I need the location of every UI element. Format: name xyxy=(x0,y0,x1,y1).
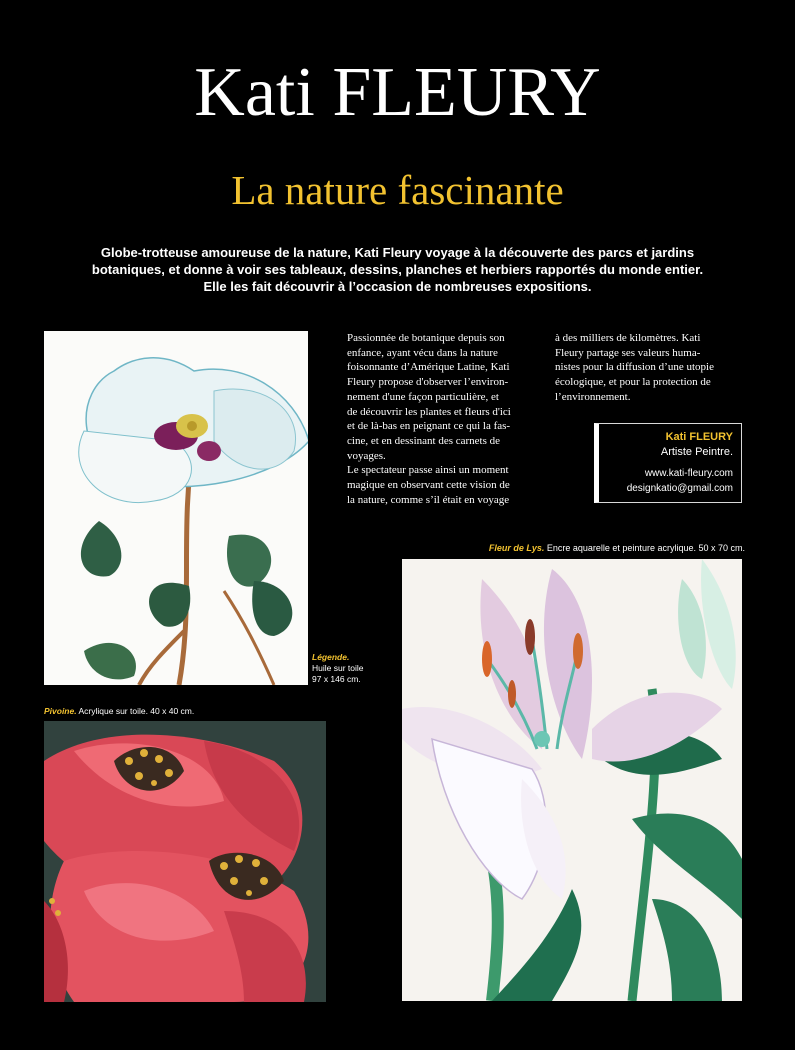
intro-paragraph xyxy=(70,244,725,295)
pivoine-caption-text: Acrylique sur toile. 40 x 40 cm. xyxy=(78,706,195,716)
article-line: à des milliers de kilomètres. Kati xyxy=(555,332,701,344)
article-line: Passionnée de botanique depuis son xyxy=(347,332,505,344)
lys-caption-title: Fleur de Lys. xyxy=(488,543,545,553)
legende-caption xyxy=(312,652,382,685)
lys-caption-text: Encre aquarelle et peinture acrylique. 50 x 70 cm. xyxy=(546,543,745,553)
article-line: Fleury propose d'observer l’environ- xyxy=(347,376,509,389)
article-column-2 xyxy=(555,331,743,405)
contact-card xyxy=(594,423,742,503)
article-line: foisonnante d’Amérique Latine, Kati xyxy=(347,361,510,374)
article-line: Le spectateur passe ainsi un moment xyxy=(347,464,509,477)
contact-name: Kati FLEURY xyxy=(665,431,733,443)
article-line: magique en observant cette vision de xyxy=(347,479,510,492)
article-line: de découvrir les plantes et fleurs d'ici xyxy=(347,405,511,418)
article-line: enfance, ayant vécu dans la nature xyxy=(347,346,498,359)
article-line: nement d'une façon particulière, et xyxy=(347,390,499,403)
legende-painting xyxy=(44,331,308,685)
intro-line: Globe-trotteuse amoureuse de la nature, Kati Fleury voyage à la découverte des parcs et jardins xyxy=(100,245,695,260)
article-line: voyages. xyxy=(347,449,386,462)
legende-caption-line2: 97 x 146 cm. xyxy=(312,674,361,684)
article-line: nistes pour la diffusion d’une utopie xyxy=(555,361,714,374)
article-line: cine, et en dessinant des carnets de xyxy=(347,434,501,447)
page-subtitle: La nature fascinante xyxy=(231,167,564,213)
contact-email[interactable]: designkatio@gmail.com xyxy=(626,483,733,494)
intro-line: botaniques, et donne à voir ses tableaux, dessins, planches et herbiers rapportés du monde entier. xyxy=(91,262,704,277)
pivoine-painting xyxy=(44,721,326,1002)
article-line: Fleury partage ses valeurs huma- xyxy=(555,346,701,359)
legende-caption-line1: Huile sur toile xyxy=(312,663,364,673)
pivoine-caption xyxy=(44,706,324,717)
contact-role: Artiste Peintre. xyxy=(660,446,733,458)
fleur-de-lys-painting xyxy=(402,559,742,1001)
article-line: la nature, comme s’il était en voyage xyxy=(347,493,510,506)
lys-caption xyxy=(395,543,745,554)
article-column-1 xyxy=(347,331,533,507)
article-line: et de là-bas en peignant ce qui la fas- xyxy=(347,420,511,433)
page-title: Kati FLEURY xyxy=(194,54,601,131)
contact-website[interactable]: www.kati-fleury.com xyxy=(644,468,733,479)
intro-line: Elle les fait découvrir à l’occasion de nombreuses expositions. xyxy=(203,279,592,294)
pivoine-caption-title: Pivoine. xyxy=(44,706,77,716)
article-line: écologique, et pour la protection de xyxy=(555,376,711,389)
legende-caption-title: Légende. xyxy=(312,652,350,662)
article-line: l’environnement. xyxy=(555,390,631,403)
